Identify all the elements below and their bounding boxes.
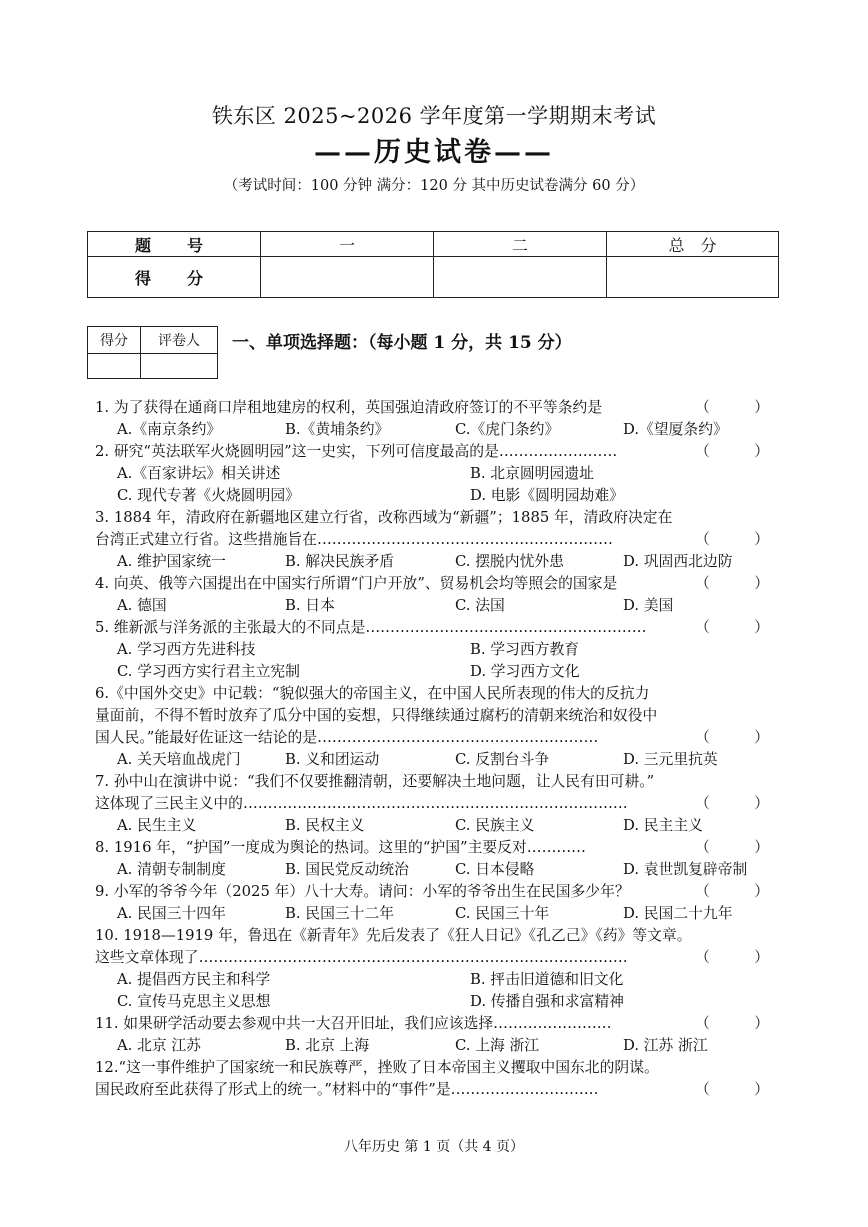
option-d[interactable]: D. 学习西方文化 (470, 663, 580, 680)
section-title: 一、单项选择题：（每小题 1 分，共 15 分） (232, 333, 572, 353)
score-table (87, 231, 779, 298)
option-d[interactable]: D. 电影《圆明园劫难》 (470, 487, 624, 504)
option-row (95, 969, 775, 991)
option-row (95, 595, 775, 617)
question-list (95, 397, 775, 1101)
question-text: 这体现了三民主义中的…………………………………………………………………… (95, 795, 628, 812)
question-line (95, 925, 775, 947)
option-row (95, 859, 775, 881)
option-d[interactable]: D. 袁世凯复辟帝制 (623, 861, 748, 878)
question-item (95, 837, 775, 881)
answer-blank[interactable]: （ ） (695, 619, 769, 636)
question-line (95, 705, 775, 727)
answer-blank[interactable]: （ ） (695, 1015, 769, 1032)
option-b[interactable]: B. 日本 (285, 597, 335, 614)
question-text: 台湾正式建立行省。这些措施旨在…………………………………………………… (95, 531, 613, 548)
option-c[interactable]: C. 法国 (455, 597, 505, 614)
option-b[interactable]: B. 民国三十二年 (285, 905, 395, 922)
option-d[interactable]: D. 三元里抗英 (623, 751, 718, 768)
option-d[interactable]: D. 民国二十九年 (623, 905, 733, 922)
option-a[interactable]: A.《南京条约》 (117, 421, 222, 438)
question-item (95, 1057, 775, 1101)
question-text: 4. 向英、俄等六国提出在中国实行所谓“门户开放”、贸易机会均等照会的国家是 (95, 575, 618, 592)
score-cell-part1[interactable] (261, 257, 434, 298)
option-c[interactable]: C.《虎门条约》 (455, 421, 560, 438)
question-text: 12.“这一事件维护了国家统一和民族尊严，挫败了日本帝国主义攫取中国东北的阴谋。 (95, 1059, 659, 1076)
question-text: 8. 1916 年，“护国”一度成为舆论的热词。这里的“护国”主要反对………… (95, 839, 586, 856)
option-a[interactable]: A.《百家讲坛》相关讲述 (117, 465, 281, 482)
answer-blank[interactable]: （ ） (695, 949, 769, 966)
page-footer: 八年历史 第 1 页（共 4 页） (343, 1139, 525, 1155)
option-c[interactable]: C. 现代专著《火烧圆明园》 (117, 487, 300, 504)
option-a[interactable]: A. 学习西方先进科技 (117, 641, 256, 658)
grader-score-label: 得分 (88, 327, 141, 354)
answer-blank[interactable]: （ ） (695, 1081, 769, 1098)
option-c[interactable]: C. 摆脱内忧外患 (455, 553, 564, 570)
question-text: 6.《中国外交史》中记载：“貌似强大的帝国主义，在中国人民所表现的伟大的反抗力 (95, 685, 650, 702)
option-row (95, 419, 775, 441)
question-line (95, 793, 775, 815)
option-row (95, 639, 775, 661)
question-line (95, 837, 775, 859)
answer-blank[interactable]: （ ） (695, 531, 769, 548)
score-cell-total[interactable] (607, 257, 779, 298)
option-b[interactable]: B. 义和团运动 (285, 751, 380, 768)
question-line (95, 529, 775, 551)
question-text: 国民政府至此获得了形式上的统一。”材料中的“事件”是………………………… (95, 1081, 599, 1098)
option-b[interactable]: B. 北京 上海 (285, 1037, 370, 1054)
question-text: 5. 维新派与洋务派的主张最大的不同点是………………………………………………… (95, 619, 647, 636)
question-item (95, 925, 775, 1013)
grader-name-label: 评卷人 (141, 327, 218, 354)
question-line (95, 683, 775, 705)
option-c[interactable]: C. 民族主义 (455, 817, 535, 834)
question-item (95, 507, 775, 573)
score-header-part2: 二 (434, 232, 607, 257)
grader-name-cell[interactable] (141, 354, 218, 379)
option-row (95, 551, 775, 573)
question-text: 量面前，不得不暂时放弃了瓜分中国的妄想，只得继续通过腐朽的清朝来统治和奴役中 (95, 707, 658, 724)
option-a[interactable]: A. 民国三十四年 (117, 905, 226, 922)
answer-blank[interactable]: （ ） (695, 795, 769, 812)
grader-table (87, 326, 218, 379)
score-header-label: 题 号 (88, 232, 261, 257)
question-line (95, 617, 775, 639)
question-text: 3. 1884 年，清政府在新疆地区建立行省，改称西域为“新疆”；1885 年，清政府决定在 (95, 509, 673, 526)
question-item (95, 617, 775, 683)
question-text: 10. 1918—1919 年，鲁迅在《新青年》先后发表了《狂人日记》《孔乙己》《药》等文章。 (95, 927, 692, 944)
option-c[interactable]: C. 反割台斗争 (455, 751, 550, 768)
question-line (95, 507, 775, 529)
question-item (95, 771, 775, 837)
option-b[interactable]: B. 国民党反动统治 (285, 861, 409, 878)
option-c[interactable]: C. 宣传马克思主义思想 (117, 993, 271, 1010)
option-a[interactable]: A. 提倡西方民主和科学 (117, 971, 271, 988)
option-d[interactable]: D. 民主主义 (623, 817, 703, 834)
option-b[interactable]: B. 抨击旧道德和旧文化 (470, 971, 624, 988)
option-row (95, 485, 775, 507)
option-row (95, 1035, 775, 1057)
exam-info: （考试时间：100 分钟 满分：120 分 其中历史试卷满分 60 分） (223, 178, 645, 194)
option-row (95, 991, 775, 1013)
question-line (95, 727, 775, 749)
option-b[interactable]: B. 解决民族矛盾 (285, 553, 395, 570)
answer-blank[interactable]: （ ） (695, 575, 769, 592)
option-a[interactable]: A. 民生主义 (117, 817, 197, 834)
question-line (95, 397, 775, 419)
option-b[interactable]: B. 学习西方教育 (470, 641, 580, 658)
question-item (95, 441, 775, 507)
question-line (95, 1057, 775, 1079)
score-row-label: 得 分 (88, 257, 261, 298)
option-d[interactable]: D. 美国 (623, 597, 674, 614)
exam-title: 铁东区 2025~2026 学年度第一学期期末考试 (211, 104, 657, 128)
option-d[interactable]: D. 江苏 浙江 (623, 1037, 708, 1054)
exam-subject: ——历史试卷—— (314, 137, 554, 168)
question-line (95, 881, 775, 903)
question-text: 11. 如果研学活动要去参观中共一大召开旧址，我们应该选择…………………… (95, 1015, 612, 1032)
question-line (95, 441, 775, 463)
option-a[interactable]: A. 关天培血战虎门 (117, 751, 241, 768)
question-line (95, 573, 775, 595)
question-text: 7. 孙中山在演讲中说：“我们不仅要推翻清朝，还要解决土地问题，让人民有田可耕。” (95, 773, 655, 790)
option-d[interactable]: D.《望厦条约》 (623, 421, 728, 438)
question-line (95, 947, 775, 969)
question-line (95, 771, 775, 793)
option-c[interactable]: C. 上海 浙江 (455, 1037, 540, 1054)
question-item (95, 683, 775, 771)
option-row (95, 903, 775, 925)
option-row (95, 749, 775, 771)
question-text: 1. 为了获得在通商口岸租地建房的权利，英国强迫清政府签订的不平等条约是 (95, 399, 603, 416)
question-item (95, 1013, 775, 1057)
option-b[interactable]: B. 北京圆明园遗址 (470, 465, 594, 482)
answer-blank[interactable]: （ ） (695, 883, 769, 900)
option-a[interactable]: A. 维护国家统一 (117, 553, 226, 570)
option-d[interactable]: D. 巩固西北边防 (623, 553, 733, 570)
option-d[interactable]: D. 传播自强和求富精神 (470, 993, 624, 1010)
option-c[interactable]: C. 学习西方实行君主立宪制 (117, 663, 300, 680)
score-header-total: 总 分 (607, 232, 779, 257)
option-row (95, 463, 775, 485)
option-b[interactable]: B.《黄埔条约》 (285, 421, 390, 438)
grader-score-cell[interactable] (88, 354, 141, 379)
option-row (95, 661, 775, 683)
question-line (95, 1079, 775, 1101)
question-item (95, 573, 775, 617)
question-line (95, 1013, 775, 1035)
answer-blank[interactable]: （ ） (695, 443, 769, 460)
option-a[interactable]: A. 北京 江苏 (117, 1037, 201, 1054)
question-text: 这些文章体现了…………………………………………………………………………… (95, 949, 628, 966)
question-item (95, 881, 775, 925)
answer-blank[interactable]: （ ） (695, 729, 769, 746)
option-a[interactable]: A. 德国 (117, 597, 167, 614)
option-a[interactable]: A. 清朝专制制度 (117, 861, 226, 878)
option-b[interactable]: B. 民权主义 (285, 817, 365, 834)
question-item (95, 397, 775, 441)
question-text: 国人民。”能最好佐证这一结论的是………………………………………………… (95, 729, 599, 746)
answer-blank[interactable]: （ ） (695, 399, 769, 416)
question-text: 9. 小军的爷爷今年（2025 年）八十大寿。请问：小军的爷爷出生在民国多少年？ (95, 883, 630, 900)
option-row (95, 815, 775, 837)
score-header-part1: 一 (261, 232, 434, 257)
question-text: 2. 研究“英法联军火烧圆明园”这一史实，下列可信度最高的是…………………… (95, 443, 618, 460)
answer-blank[interactable]: （ ） (695, 839, 769, 856)
option-c[interactable]: C. 民国三十年 (455, 905, 550, 922)
score-cell-part2[interactable] (434, 257, 607, 298)
option-c[interactable]: C. 日本侵略 (455, 861, 535, 878)
